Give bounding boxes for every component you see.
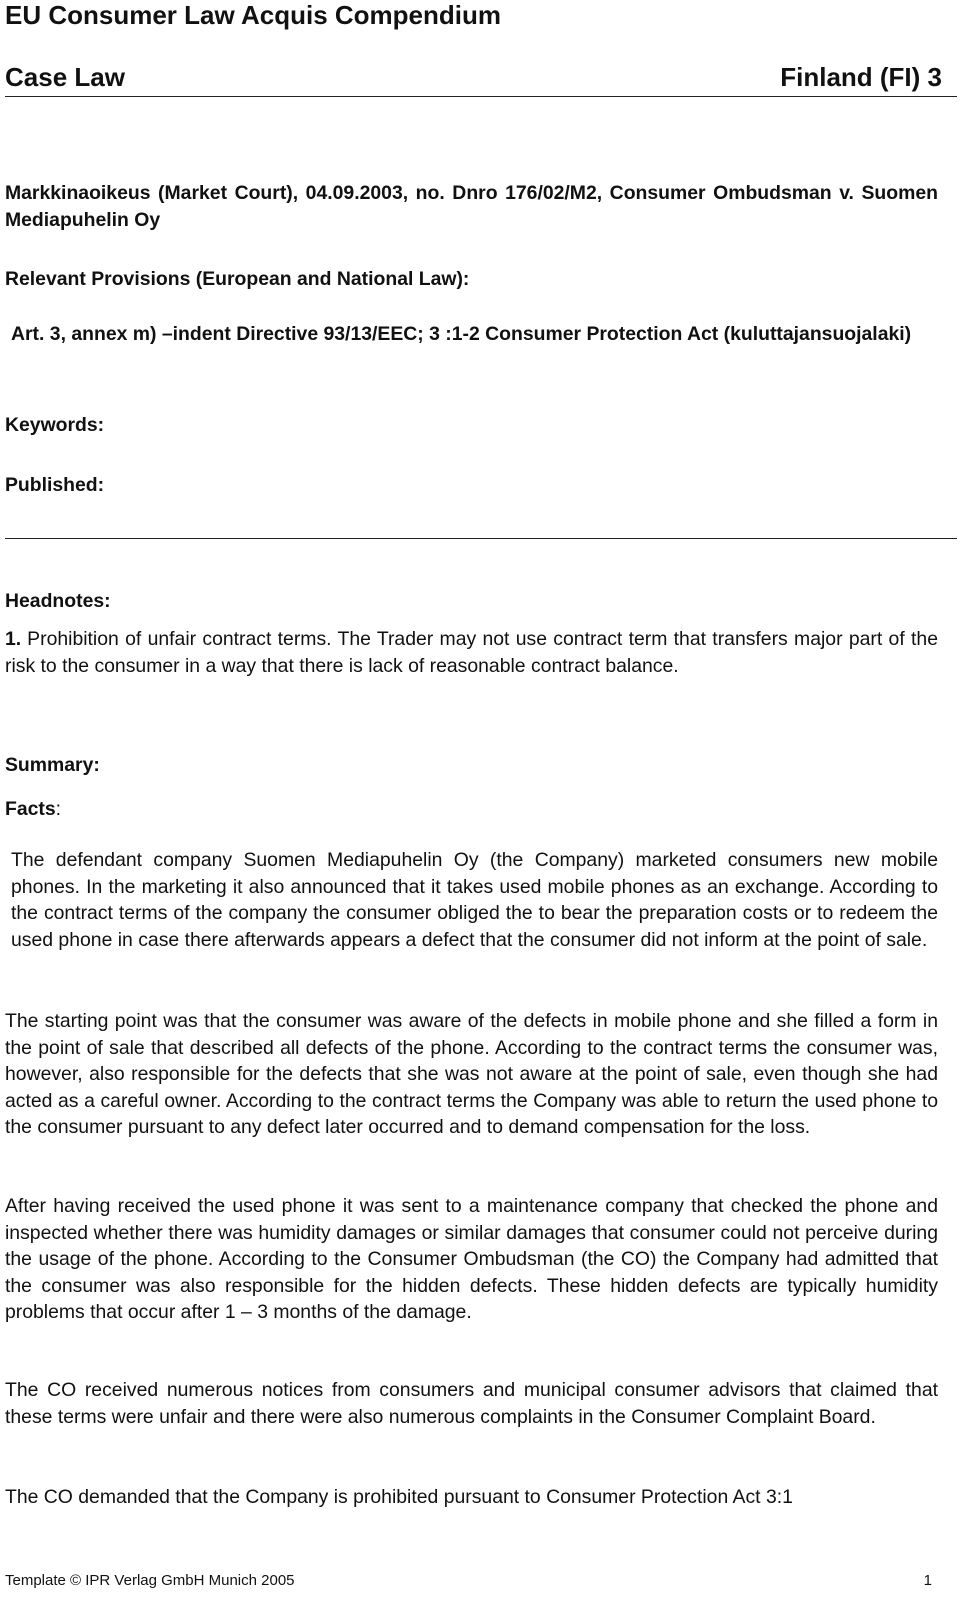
provisions-text: Art. 3, annex m) –indent Directive 93/13/EEC; 3 :1-2 Consumer Protection Act (kuluttajansuojalaki) xyxy=(11,323,912,345)
published-label: Published: xyxy=(5,474,105,496)
facts-colon: : xyxy=(55,798,62,820)
summary-paragraph-2: The starting point was that the consumer was aware of the defects in mobile phone and she filled a form in the point of sale that described all defects of the phone. According to the contract terms the consumer was, however, also responsible for the defects that she was not aware at the point of sale, even though she had acted as a careful owner. According to the contract terms the Company was able to return the used phone to the consumer pursuant to any defect later occurred and to demand compensation for the loss. xyxy=(5,1010,938,1139)
headnote-item xyxy=(5,626,938,679)
country-label: Finland (FI) 3 xyxy=(780,62,942,92)
case-title: Markkinaoikeus (Market Court), 04.09.2003, no. Dnro 176/02/M2, Consumer Ombudsman v. Suomen Mediapuhelin Oy xyxy=(5,182,938,231)
facts-label: Facts xyxy=(5,798,56,820)
section-divider xyxy=(5,538,957,539)
summary-paragraph-1: The defendant company Suomen Mediapuhelin Oy (the Company) marketed consumers new mobile phones. In the marketing it also announced that it takes used mobile phones as an exchange. According to the contract terms of the company the consumer obliged the to bear the preparation costs or to redeem the used phone in case there afterwards appears a defect that the consumer did not inform at the point of sale. xyxy=(11,849,938,951)
facts-heading xyxy=(5,796,61,822)
footer-copyright: Template © IPR Verlag GmbH Munich 2005 xyxy=(5,1572,295,1589)
summary-paragraph-3: After having received the used phone it was sent to a maintenance company that checked the phone and inspected whether there was humidity damages or similar damages that consumer could not perceive during the usage of the phone. According to the Consumer Ombudsman (the CO) the Company had admitted that the consumer was also responsible for the hidden defects. These hidden defects are typically humidity problems that occur after 1 – 3 months of the damage. xyxy=(5,1195,938,1324)
section-title: Case Law xyxy=(5,62,125,92)
summary-paragraph-5: The CO demanded that the Company is prohibited pursuant to Consumer Protection Act 3:1 xyxy=(5,1486,793,1508)
summary-label: Summary: xyxy=(5,754,100,776)
document-title: EU Consumer Law Acquis Compendium xyxy=(5,0,501,30)
keywords-label: Keywords: xyxy=(5,414,105,436)
headnotes-label: Headnotes: xyxy=(5,590,111,612)
header-divider xyxy=(5,96,957,97)
page-number: 1 xyxy=(923,1572,932,1589)
provisions-label: Relevant Provisions (European and National Law): xyxy=(5,268,470,290)
headnote-number: 1. xyxy=(5,628,22,650)
headnote-text: Prohibition of unfair contract terms. The Trader may not use contract term that transfers major part of the risk to the consumer in a way that there is lack of reasonable contract balance. xyxy=(5,628,938,677)
summary-paragraph-4: The CO received numerous notices from consumers and municipal consumer advisors that claimed that these terms were unfair and there were also numerous complaints in the Consumer Complaint Board. xyxy=(5,1379,938,1428)
